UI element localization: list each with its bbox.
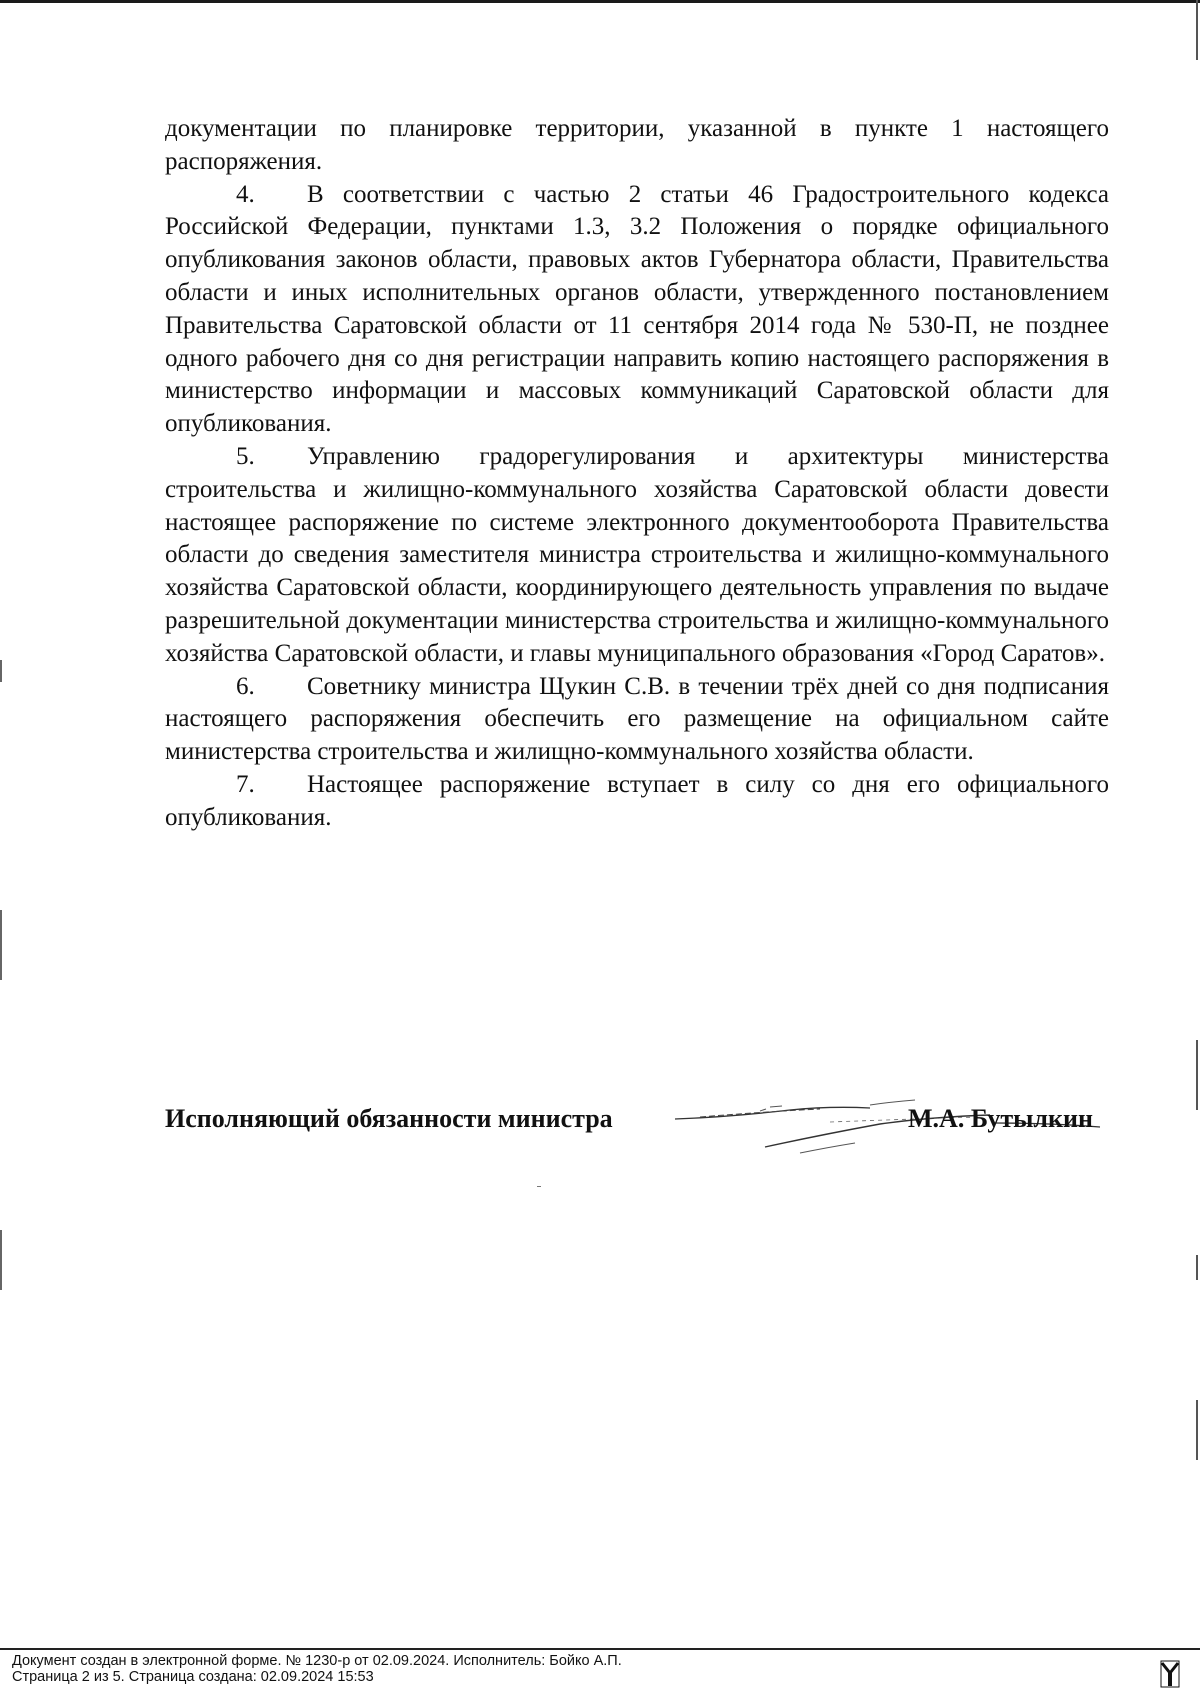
- paragraph-text: В соответствии с частью 2 статьи 46 Градостроительного кодекса Российской Федерации, пунктами 1.3, 3.2 Положения о порядке официального опубликования законов области, правовых актов Губернатора области, Правительства области и иных исполнительных органов области, утвержденного постановлением Правительства Саратовской области от 11 сентября 2014 года № 530-П, не позднее одного рабочего дня со дня регистрации направить копию настоящего распоряжения в министерство информации и массовых коммуникаций Саратовской области для опубликования.: [165, 180, 1109, 438]
- scan-edge-mark: [0, 660, 2, 682]
- footer-line-page-info: Страница 2 из 5. Страница создана: 02.09.2024 15:53: [12, 1669, 374, 1685]
- paragraph-7: [165, 769, 1109, 835]
- paragraph-continuation: [165, 113, 1109, 179]
- signature-block: [165, 1097, 1125, 1167]
- signatory-name: М.А. Бутылкин: [908, 1104, 1093, 1133]
- paragraph-text: Советнику министра Щукин С.В. в течении трёх дней со дня подписания настоящего распоряжения обеспечить его размещение на официальном сайте министерства строительства и жилищно-коммунального хозяйства области.: [165, 672, 1109, 766]
- scan-artifact-dot: [537, 1186, 541, 1187]
- paragraph-text: Настоящее распоряжение вступает в силу со дня его официального опубликования.: [165, 770, 1109, 831]
- saratov-emblem-icon: [1160, 1660, 1180, 1688]
- paragraph-text: Управлению градорегулирования и архитектуры министерства строительства и жилищно-коммунального хозяйства Саратовской области довести настоящее распоряжение по системе электронного документооборота Правительства области до сведения заместителя министра строительства и жилищно-коммунального хозяйства Саратовской области, координирующего деятельность управления по выдаче разрешительной документации министерства строительства и жилищно-коммунального хозяйства Саратовской области, и главы муниципального образования «Город Саратов».: [165, 442, 1109, 667]
- signatory-title: Исполняющий обязанности министра: [165, 1104, 613, 1133]
- scan-edge-mark: [0, 1230, 2, 1290]
- paragraph-6: [165, 671, 1109, 769]
- paragraph-5: [165, 441, 1109, 671]
- scan-edge-mark: [0, 910, 2, 980]
- scan-edge-mark: [1196, 1255, 1198, 1280]
- paragraph-number: 6.: [236, 672, 255, 700]
- paragraph-text: документации по планировке территории, указанной в пункте 1 настоящего распоряжения.: [165, 115, 1109, 175]
- scan-edge-mark: [1196, 1040, 1198, 1110]
- scan-edge-mark: [1196, 0, 1198, 60]
- scan-edge-mark: [1196, 1400, 1198, 1460]
- document-body: [165, 113, 1109, 835]
- paragraph-4: [165, 179, 1109, 441]
- paragraph-number: 4.: [236, 180, 255, 208]
- electronic-document-footer: [0, 1648, 1200, 1700]
- paragraph-number: 5.: [236, 442, 255, 470]
- paragraph-number: 7.: [236, 770, 255, 798]
- footer-text: [12, 1653, 622, 1685]
- footer-line-document-info: Документ создан в электронной форме. № 1230-р от 02.09.2024. Исполнитель: Бойко А.П.: [12, 1653, 622, 1669]
- top-border: [0, 0, 1200, 3]
